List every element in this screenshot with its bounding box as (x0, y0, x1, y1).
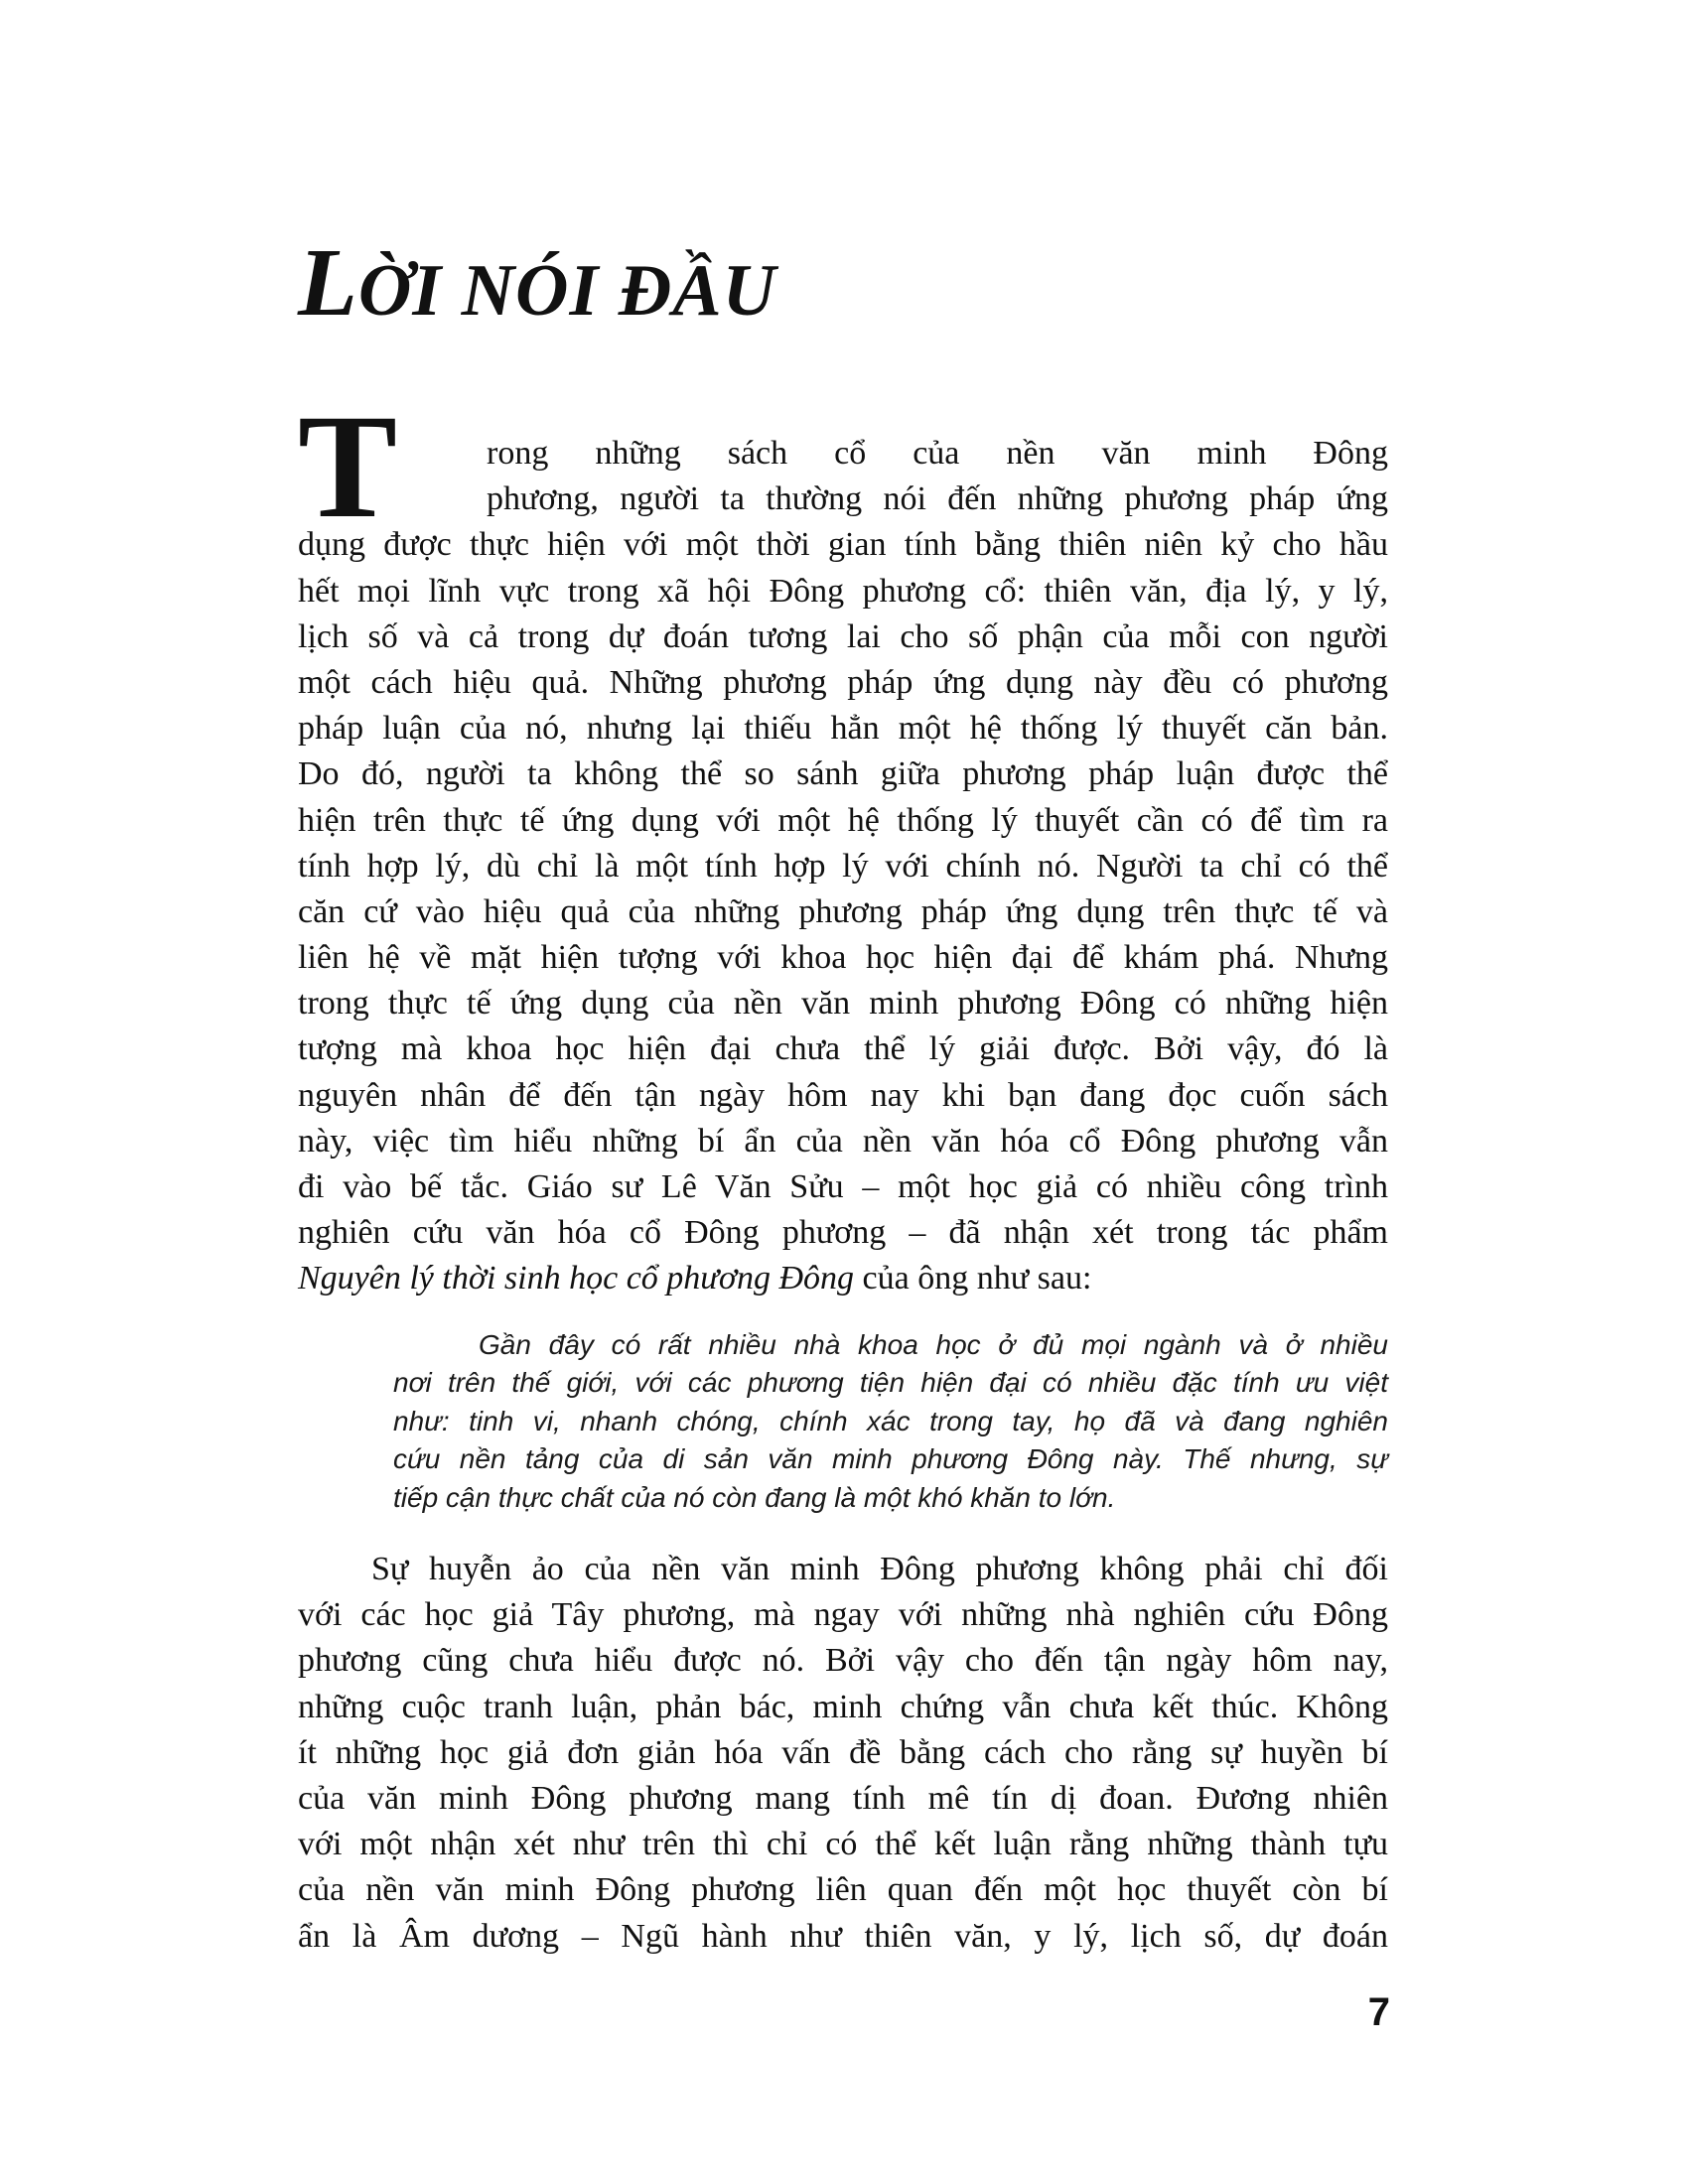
book-title: Nguyên lý thời sinh học cổ phương Đông (298, 1260, 855, 1297)
paragraph-line: hiện trên thực tế ứng dụng với một hệ thống lý thuyết cần có để tìm ra (298, 801, 1388, 839)
paragraph-line: ẩn là Âm dương – Ngũ hành như thiên văn, y lý, lịch số, dự đoán (298, 1917, 1388, 1955)
block-quote (393, 1326, 1388, 1517)
title-rest: ỜI NÓI ĐẦU (357, 250, 777, 332)
page-number: 7 (1367, 1990, 1390, 2034)
paragraph-line: Do đó, người ta không thể so sánh giữa phương pháp luận được thể (298, 755, 1388, 793)
paragraph-line: trong thực tế ứng dụng của nền văn minh phương Đông có những hiện (298, 985, 1388, 1023)
page-title (298, 229, 777, 337)
paragraph-line: của văn minh Đông phương mang tính mê tín dị đoan. Đương nhiên (298, 1779, 1388, 1817)
paragraph-line: Sự huyễn ảo của nền văn minh Đông phương không phải chỉ đối (371, 1551, 1388, 1587)
quote-line: tiếp cận thực chất của nó còn đang là một khó khăn to lớn. (393, 1481, 1116, 1513)
paragraph-line: ít những học giả đơn giản hóa vấn đề bằng cách cho rằng sự huyền bí (298, 1733, 1388, 1771)
paragraph-line: với một nhận xét như trên thì chỉ có thể kết luận rằng những thành tựu (298, 1826, 1388, 1863)
paragraph-line: những cuộc tranh luận, phản bác, minh chứng vẫn chưa kết thúc. Không (298, 1688, 1388, 1725)
paragraph-line: phương, người ta thường nói đến những phương pháp ứng (487, 480, 1388, 518)
drop-cap-letter: T (298, 384, 398, 549)
paragraph-line: tính hợp lý, dù chỉ là một tính hợp lý với chính nó. Người ta chỉ có thể (298, 847, 1388, 885)
paragraph-line: căn cứ vào hiệu quả của những phương pháp ứng dụng trên thực tế và (298, 892, 1388, 930)
paragraph-line: đi vào bế tắc. Giáo sư Lê Văn Sửu – một học giả có nhiều công trình (298, 1168, 1388, 1205)
paragraph-line: lịch số và cả trong dự đoán tương lai cho số phận của mỗi con người (298, 617, 1388, 655)
paragraph-intro (298, 431, 1388, 1302)
paragraph-line: với các học giả Tây phương, mà ngay với những nhà nghiên cứu Đông (298, 1596, 1388, 1634)
title-capital-letter: L (298, 229, 358, 337)
paragraph-line: nguyên nhân để đến tận ngày hôm nay khi bạn đang đọc cuốn sách (298, 1076, 1388, 1114)
paragraph-line: phương cũng chưa hiểu được nó. Bởi vậy cho đến tận ngày hôm nay, (298, 1642, 1388, 1680)
paragraph-line: hết mọi lĩnh vực trong xã hội Đông phương cổ: thiên văn, địa lý, y lý, (298, 572, 1388, 610)
paragraph-last-line (298, 1256, 1388, 1301)
quote-line: cứu nền tảng của di sản văn minh phương Đông này. Thế nhưng, sự (393, 1443, 1388, 1475)
paragraph-line: của nền văn minh Đông phương liên quan đến một học thuyết còn bí (298, 1871, 1388, 1909)
quote-line: Gần đây có rất nhiều nhà khoa học ở đủ mọi ngành và ở nhiều (479, 1329, 1388, 1360)
paragraph-line: này, việc tìm hiểu những bí ẩn của nền văn hóa cổ Đông phương vẫn (298, 1122, 1388, 1160)
quote-line: nơi trên thế giới, với các phương tiện hiện đại có nhiều đặc tính ưu việt (393, 1367, 1388, 1399)
paragraph-line: liên hệ về mặt hiện tượng với khoa học hiện đại để khám phá. Nhưng (298, 939, 1388, 977)
paragraph-line: nghiên cứu văn hóa cổ Đông phương – đã nhận xét trong tác phẩm (298, 1214, 1388, 1252)
paragraph-line: rong những sách cổ của nền văn minh Đông (487, 435, 1388, 472)
paragraph-line: pháp luận của nó, nhưng lại thiếu hẳn một hệ thống lý thuyết căn bản. (298, 710, 1388, 748)
quote-line: như: tinh vi, nhanh chóng, chính xác trong tay, họ đã và đang nghiên (393, 1405, 1388, 1436)
paragraph-line: tượng mà khoa học hiện đại chưa thể lý giải được. Bởi vậy, đó là (298, 1030, 1388, 1068)
paragraph-line: một cách hiệu quả. Những phương pháp ứng dụng này đều có phương (298, 663, 1388, 701)
paragraph-line: dụng được thực hiện với một thời gian tính bằng thiên niên kỷ cho hầu (298, 526, 1388, 564)
paragraph-line-tail: của ông như sau: (854, 1260, 1092, 1297)
paragraph-second (298, 1547, 1388, 1960)
